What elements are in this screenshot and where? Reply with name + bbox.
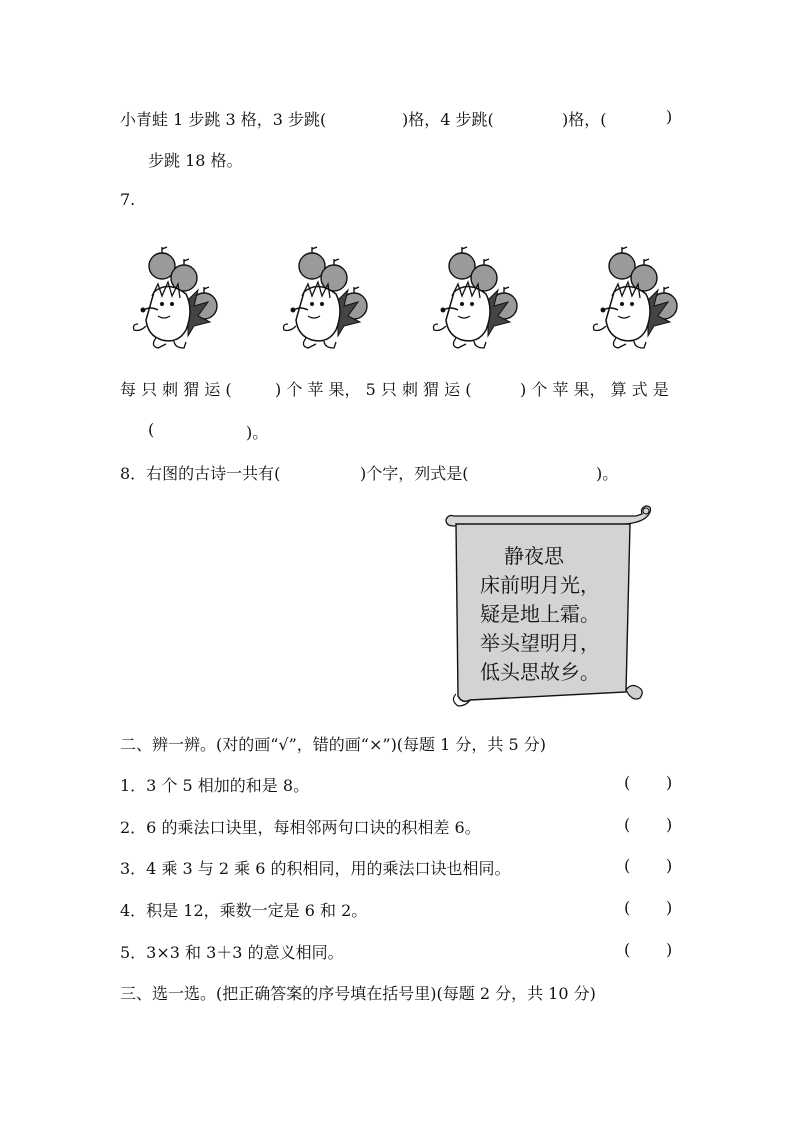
answer-paren-open[interactable]: ( xyxy=(624,940,631,959)
q7-number: 7. xyxy=(120,190,136,209)
judge-statement: 1．3 个 5 相加的和是 8。 xyxy=(120,776,310,795)
hedgehog-with-apples-icon xyxy=(278,240,374,352)
poem-line: 床前明月光， xyxy=(480,573,600,597)
answer-paren-close[interactable]: ) xyxy=(666,856,673,875)
answer-paren-open[interactable]: ( xyxy=(624,815,631,834)
answer-paren-open[interactable]: ( xyxy=(624,773,631,792)
answer-paren-close[interactable]: ) xyxy=(666,773,673,792)
q7-text-c: ) 个 苹 果， 算 式 是 xyxy=(520,380,669,399)
q8-text-b: )个字，列式是( xyxy=(360,464,469,483)
poem-text xyxy=(480,542,620,687)
q7-text-a: 每 只 刺 猬 运 ( xyxy=(120,380,232,399)
q8-text-a: 8．右图的古诗一共有( xyxy=(120,464,281,483)
section2-heading: 二、辨一辨。(对的画“√”，错的画“×”)(每题 1 分，共 5 分) xyxy=(120,735,546,754)
q6-text-c: )格，( xyxy=(562,110,607,129)
hedgehog-with-apples-icon xyxy=(588,240,684,352)
q6-text-d: ) xyxy=(666,107,673,126)
q7-text-b: ) 个 苹 果， 5 只 刺 猬 运 ( xyxy=(275,380,472,399)
q6-text-b: )格，4 步跳( xyxy=(402,110,494,129)
hedgehog-illustration xyxy=(128,240,694,355)
hedgehog-with-apples-icon xyxy=(128,240,224,352)
hedgehog-with-apples-icon xyxy=(428,240,524,352)
judge-statement: 5．3×3 和 3＋3 的意义相同。 xyxy=(120,943,344,962)
poem-line: 低头思故乡。 xyxy=(480,660,600,684)
q7-paren-close: )。 xyxy=(246,423,269,442)
poem-line: 疑是地上霜。 xyxy=(480,602,600,626)
q6-line2: 步跳 18 格。 xyxy=(148,151,243,170)
judge-statement: 2．6 的乘法口诀里，每相邻两句口诀的积相差 6。 xyxy=(120,818,481,837)
answer-paren-close[interactable]: ) xyxy=(666,940,673,959)
q8-text-c: )。 xyxy=(596,464,619,483)
poem-title: 静夜思 xyxy=(504,544,564,568)
answer-paren-close[interactable]: ) xyxy=(666,898,673,917)
poem-line: 举头望明月， xyxy=(480,631,600,655)
q7-paren-open: ( xyxy=(148,420,155,439)
answer-paren-open[interactable]: ( xyxy=(624,856,631,875)
answer-paren-open[interactable]: ( xyxy=(624,898,631,917)
q6-text-a: 小青蛙 1 步跳 3 格，3 步跳( xyxy=(120,110,327,129)
section3-heading: 三、选一选。(把正确答案的序号填在括号里)(每题 2 分，共 10 分) xyxy=(120,984,596,1003)
judge-statement: 3．4 乘 3 与 2 乘 6 的积相同，用的乘法口诀也相同。 xyxy=(120,859,511,878)
answer-paren-close[interactable]: ) xyxy=(666,815,673,834)
judge-statement: 4．积是 12，乘数一定是 6 和 2。 xyxy=(120,901,368,920)
